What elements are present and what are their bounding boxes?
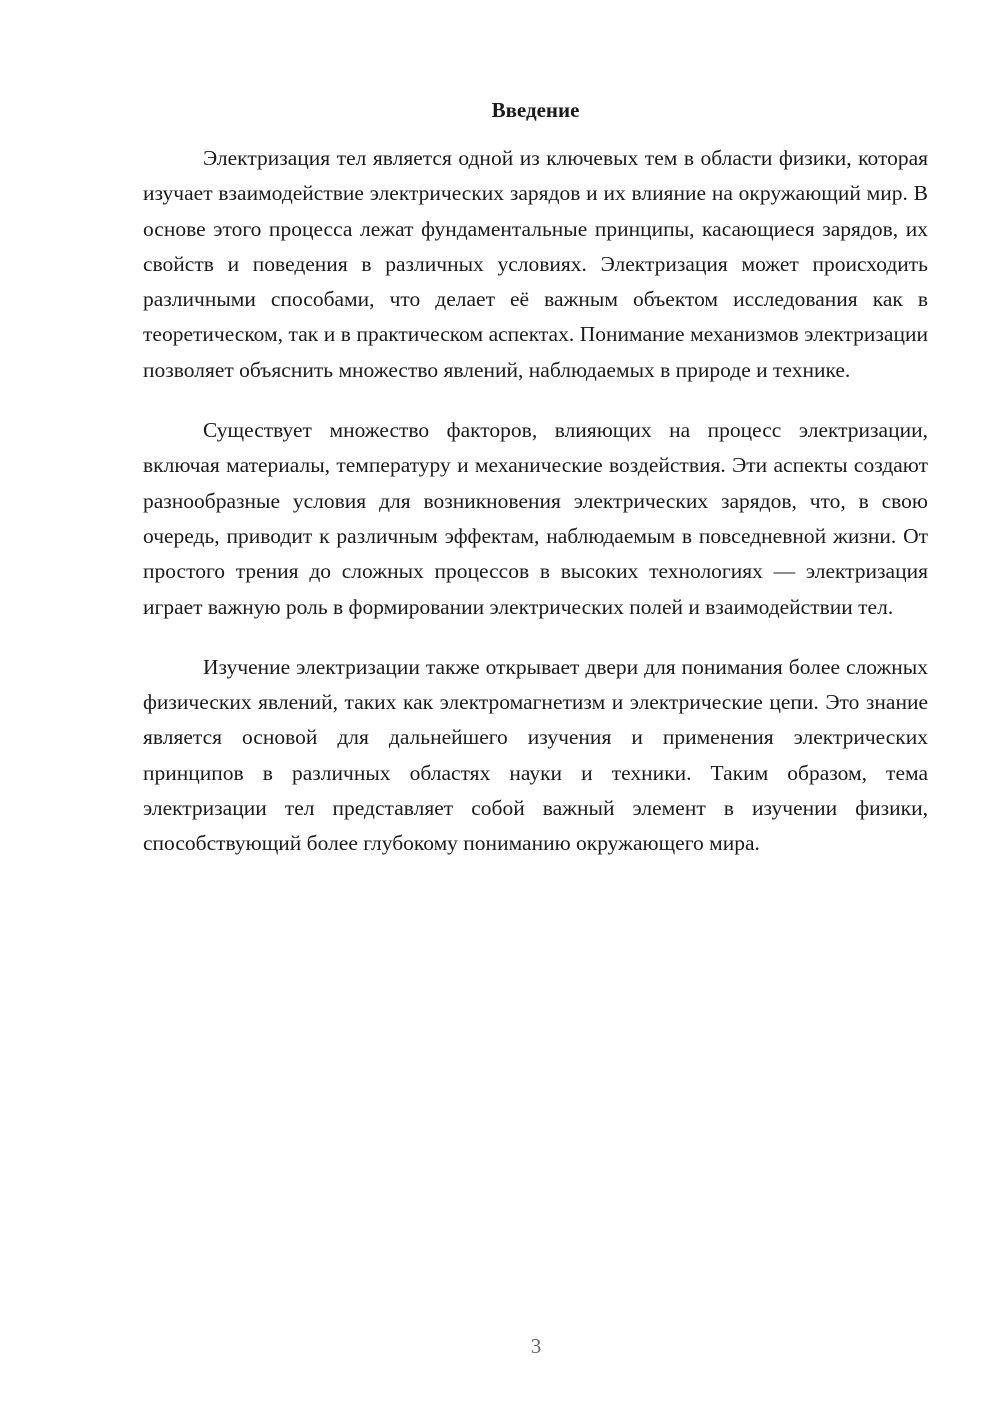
page-content <box>143 95 928 862</box>
paragraph-2: Существует множество факторов, влияющих на процесс электризации, включая материалы, температуру и механические воздействия. Эти аспекты создают разнообразные условия для возникновения электрических зарядов, что, в свою очередь, приводит к различным эффектам, наблюдаемым в повседневной жизни. От простого трения до сложных процессов в высоких технологиях — электризация играет важную роль в формировании электрических полей и взаимодействии тел. <box>143 418 928 619</box>
page-number: 3 <box>530 1334 542 1358</box>
page-heading: Введение <box>491 98 580 122</box>
paragraph-3: Изучение электризации также открывает двери для понимания более сложных физических явлений, таких как электромагнетизм и электрические цепи. Это знание является основой для дальнейшего изучения и применения электрических принципов в различных областях науки и техники. Таким образом, тема электризации тел представляет собой важный элемент в изучении физики, способствующий более глубокому пониманию окружающего мира. <box>143 654 928 856</box>
paragraph-1: Электризация тел является одной из ключевых тем в области физики, которая изучает взаимодействие электрических зарядов и их влияние на окружающий мир. В основе этого процесса лежат фундаментальные принципы, касающиеся зарядов, их свойств и поведения в различных условиях. Электризация может происходить различными способами, что делает её важным объектом исследования как в теоретическом, так и в практическом аспектах. Понимание механизмов электризации позволяет объяснить множество явлений, наблюдаемых в природе и технике. <box>143 146 928 382</box>
